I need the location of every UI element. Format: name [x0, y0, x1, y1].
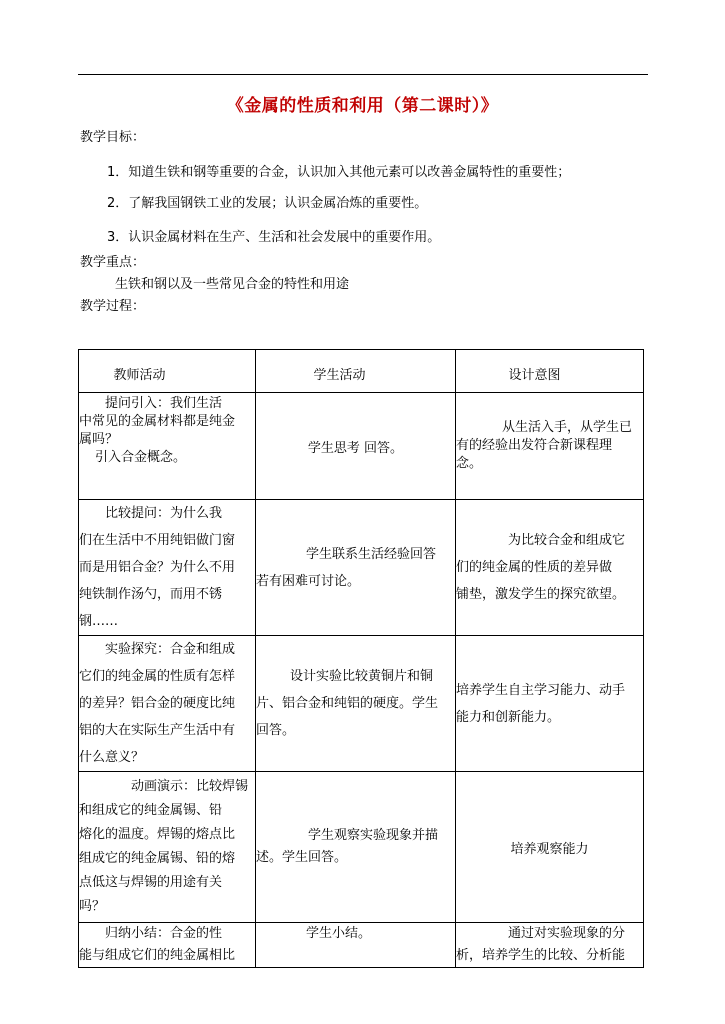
intent-cell: 从生活入手，从学生已 有的经验出发符合新课程理 念。 [456, 393, 644, 500]
teacher-cell: 归纳小结：合金的性 能与组成它们的纯金属相比 [79, 923, 256, 968]
table-row [79, 500, 644, 636]
document-title: 《金属的性质和利用（第二课时）》 [226, 96, 499, 116]
intent-cell: 通过对实验现象的分 析，培养学生的比较、分析能 [456, 923, 644, 968]
table-row [79, 923, 644, 968]
table-row [79, 636, 644, 772]
objective-item-2: 2．了解我国钢铁工业的发展；认识金属冶炼的重要性。 [107, 196, 428, 211]
teacher-cell: 提问引入：我们生活 中常见的金属材料都是纯金 属吗？ 引入合金概念。 [79, 393, 256, 500]
teacher-cell: 实验探究：合金和组成 它们的纯金属的性质有怎样 的差异？铝合金的硬度比纯 铝的大在实际生产生活中有 什么意义？ [79, 636, 256, 772]
header-rule [78, 74, 648, 75]
table-header-row [79, 350, 644, 393]
header-teacher: 教师活动 [79, 350, 256, 393]
student-cell: 学生联系生活经验回答 若有困难可讨论。 [256, 500, 456, 636]
objective-item-3: 3．认识金属材料在生产、生活和社会发展中的重要作用。 [107, 230, 441, 245]
intent-cell: 培养学生自主学习能力、动手 能力和创新能力。 [456, 636, 644, 772]
lesson-table [78, 349, 644, 968]
teacher-cell: 比较提问：为什么我 们在生活中不用纯铝做门窗 而是用铝合金？为什么不用 纯铁制作汤勺，而用不锈 钢…… [79, 500, 256, 636]
key-points-label: 教学重点： [80, 255, 146, 270]
student-cell: 学生小结。 [256, 923, 456, 968]
student-cell: 设计实验比较黄铜片和铜 片、铝合金和纯铝的硬度。学生 回答。 [256, 636, 456, 772]
objective-item-1: 1．知道生铁和钢等重要的合金，认识加入其他元素可以改善金属特性的重要性； [107, 165, 571, 180]
table-row [79, 393, 644, 500]
objectives-label: 教学目标： [80, 130, 146, 145]
teacher-cell: 动画演示：比较焊锡 和组成它的纯金属锡、铅 熔化的温度。焊锡的熔点比 组成它的纯金属锡、铅的熔 点低这与焊锡的用途有关 吗？ [79, 772, 256, 923]
key-points-text: 生铁和钢以及一些常见合金的特性和用途 [115, 277, 350, 292]
table-row [79, 772, 644, 923]
header-student: 学生活动 [256, 350, 456, 393]
intent-cell: 培养观察能力 [456, 772, 644, 923]
header-intent: 设计意图 [456, 350, 644, 393]
process-label: 教学过程： [80, 299, 146, 314]
student-cell: 学生观察实验现象并描 述。学生回答。 [256, 772, 456, 923]
intent-cell: 为比较合金和组成它 们的纯金属的性质的差异做 铺垫，激发学生的探究欲望。 [456, 500, 644, 636]
student-cell: 学生思考 回答。 [256, 393, 456, 500]
